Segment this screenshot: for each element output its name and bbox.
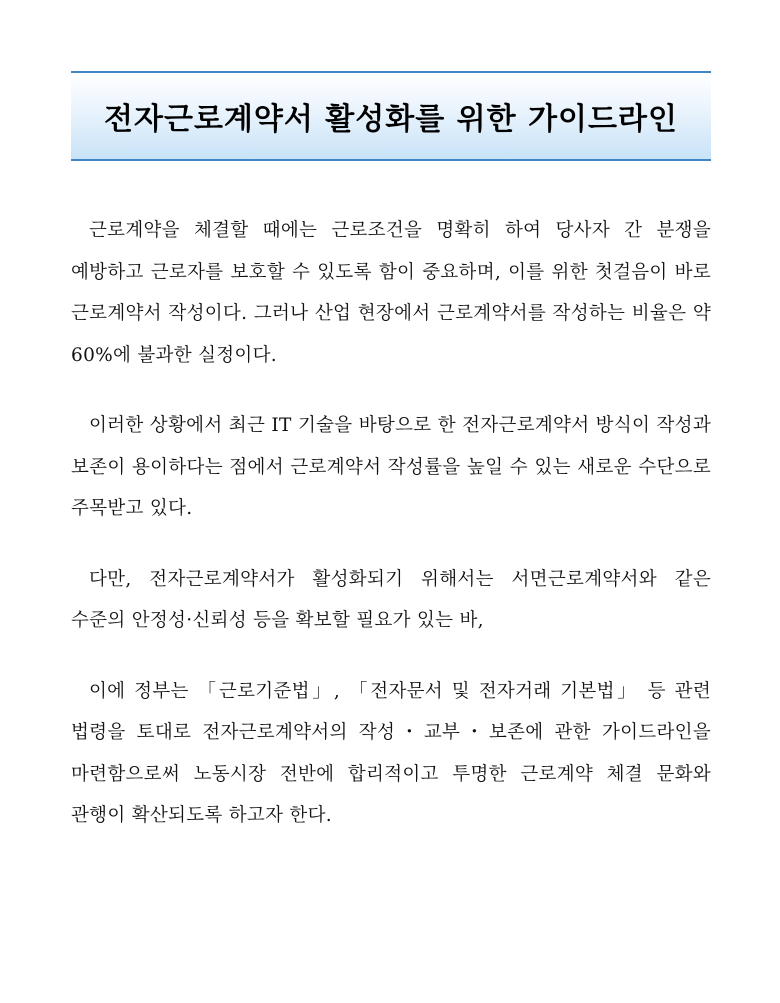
paragraph-it-technology: 이러한 상황에서 최근 IT 기술을 바탕으로 한 전자근로계약서 방식이 작성과 보존이 용이하다는 점에서 근로계약서 작성률을 높일 수 있는 새로운 수단으로 주목받고 있다. <box>71 415 711 519</box>
paragraph-government-guideline: 이에 정부는 「근로기준법」, 「전자문서 및 전자거래 기본법」 등 관련 법령을 토대로 전자근로계약서의 작성・교부・보존에 관한 가이드라인을 마련함으로써 노동시장 전반에 합리적이고 투명한 근로계약 체결 문화와 관행이 확산되도록 하고자 한다. <box>71 680 711 826</box>
paragraph-reliability: 다만, 전자근로계약서가 활성화되기 위해서는 서면근로계약서와 같은 수준의 안정성·신뢰성 등을 확보할 필요가 있는 바, <box>71 568 711 631</box>
document-title: 전자근로계약서 활성화를 위한 가이드라인 <box>104 102 678 137</box>
document-body <box>71 210 711 866</box>
paragraph-intro: 근로계약을 체결할 때에는 근로조건을 명확히 하여 당사자 간 분쟁을 예방하고 근로자를 보호할 수 있도록 함이 중요하며, 이를 위한 첫걸음이 바로 근로계약서 작성이다. 그러나 산업 현장에서 근로계약서를 작성하는 비율은 약 60%에 불과한 실정이다. <box>71 220 711 366</box>
title-banner <box>71 71 711 161</box>
